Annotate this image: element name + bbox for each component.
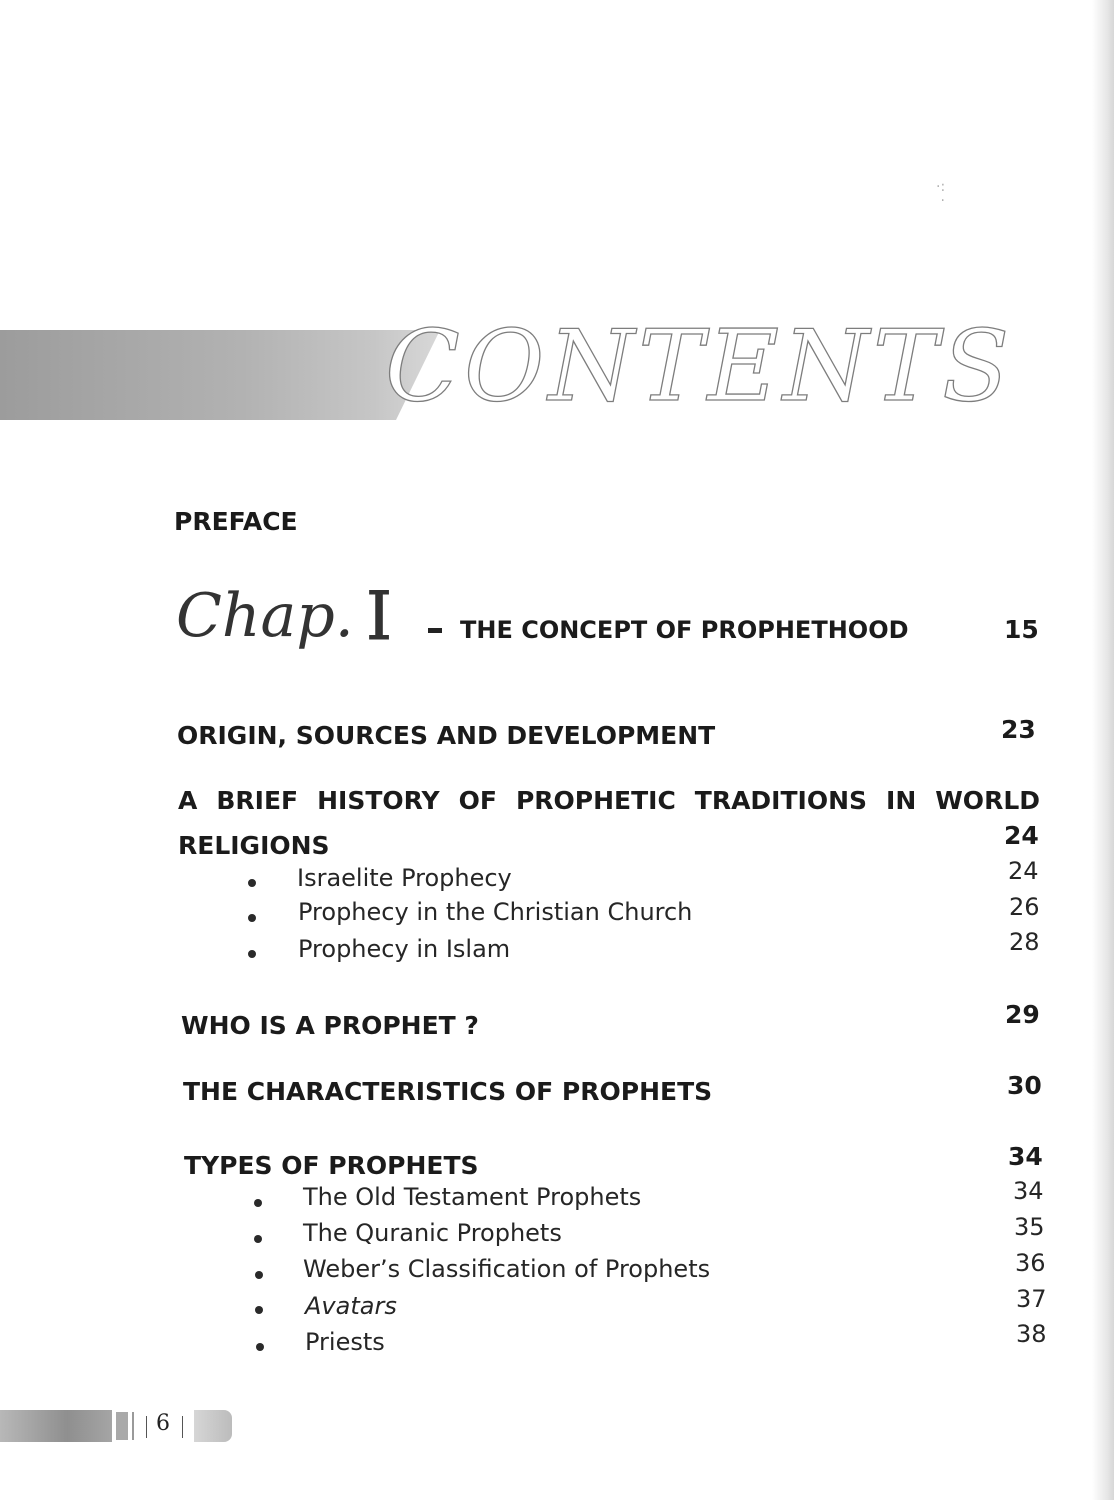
bullet-icon bbox=[248, 914, 256, 922]
toc-entry-origin: ORIGIN, SOURCES AND DEVELOPMENT bbox=[177, 721, 716, 750]
preface-entry: PREFACE bbox=[174, 507, 298, 536]
toc-subitem-page: 34 bbox=[1013, 1177, 1044, 1205]
footer-ornament-box bbox=[194, 1410, 232, 1442]
bullet-icon bbox=[248, 950, 256, 958]
toc-subitem-page: 38 bbox=[1016, 1320, 1047, 1348]
bullet-icon bbox=[248, 879, 256, 887]
toc-subitem-page: 36 bbox=[1015, 1249, 1046, 1277]
toc-subitem-page: 35 bbox=[1014, 1213, 1045, 1241]
toc-subitem-page: 37 bbox=[1016, 1285, 1047, 1313]
footer-ornament bbox=[146, 1416, 147, 1438]
bullet-icon bbox=[254, 1199, 262, 1207]
toc-subitem: The Old Testament Prophets bbox=[303, 1183, 642, 1211]
toc-page-history: 24 bbox=[1004, 821, 1039, 850]
chapter-dash bbox=[428, 628, 442, 633]
toc-entry-history-line1 bbox=[178, 786, 1040, 815]
chapter-script-label: Chap. bbox=[176, 581, 354, 651]
toc-page-who: 29 bbox=[1005, 1000, 1040, 1029]
toc-entry-history bbox=[178, 786, 1040, 815]
toc-entry-types: TYPES OF PROPHETS bbox=[184, 1151, 479, 1180]
history-word: OF bbox=[458, 786, 497, 815]
footer-ornament bbox=[132, 1412, 134, 1440]
toc-subitem: The Quranic Prophets bbox=[303, 1219, 562, 1247]
history-word: WORLD bbox=[935, 786, 1040, 815]
history-word: A bbox=[178, 786, 198, 815]
toc-entry-characteristics: THE CHARACTERISTICS OF PROPHETS bbox=[183, 1077, 713, 1106]
toc-subitem: Avatars bbox=[305, 1292, 397, 1320]
toc-subitem-page: 24 bbox=[1008, 857, 1039, 885]
scan-specks: ·: · bbox=[936, 179, 946, 209]
toc-entry-history-line2: RELIGIONS bbox=[178, 831, 330, 860]
toc-page-origin: 23 bbox=[1001, 715, 1036, 744]
bullet-icon bbox=[256, 1343, 264, 1351]
footer-band bbox=[0, 1410, 112, 1442]
toc-page-characteristics: 30 bbox=[1007, 1071, 1042, 1100]
toc-subitem-page: 28 bbox=[1009, 928, 1040, 956]
footer-ornament bbox=[182, 1416, 183, 1438]
toc-subitem-page: 26 bbox=[1009, 893, 1040, 921]
toc-entry-who: WHO IS A PROPHET ? bbox=[181, 1011, 479, 1040]
toc-subitem: Prophecy in Islam bbox=[298, 935, 511, 963]
history-word: HISTORY bbox=[317, 786, 440, 815]
contents-heading: CONTENTS bbox=[385, 310, 1014, 424]
history-word: TRADITIONS bbox=[694, 786, 868, 815]
toc-page-types: 34 bbox=[1008, 1142, 1043, 1171]
bullet-icon bbox=[255, 1271, 263, 1279]
history-word: PROPHETIC bbox=[515, 786, 676, 815]
page-edge-shadow bbox=[1092, 0, 1114, 1500]
history-word: IN bbox=[886, 786, 917, 815]
toc-subitem: Weber’s Classification of Prophets bbox=[303, 1255, 711, 1283]
bullet-icon bbox=[255, 1306, 263, 1314]
toc-subitem: Prophecy in the Christian Church bbox=[298, 898, 693, 926]
toc-subitem: Israelite Prophecy bbox=[297, 864, 512, 892]
bullet-icon bbox=[254, 1235, 262, 1243]
chapter-roman-numeral: I bbox=[366, 578, 393, 655]
history-word: BRIEF bbox=[216, 786, 299, 815]
toc-subitem: Priests bbox=[305, 1328, 385, 1356]
chapter-title: THE CONCEPT OF PROPHETHOOD bbox=[460, 616, 909, 644]
footer-ornament bbox=[116, 1412, 128, 1440]
page-number: 6 bbox=[156, 1411, 170, 1436]
chapter-page-number: 15 bbox=[1004, 615, 1039, 644]
header-band bbox=[0, 330, 440, 420]
